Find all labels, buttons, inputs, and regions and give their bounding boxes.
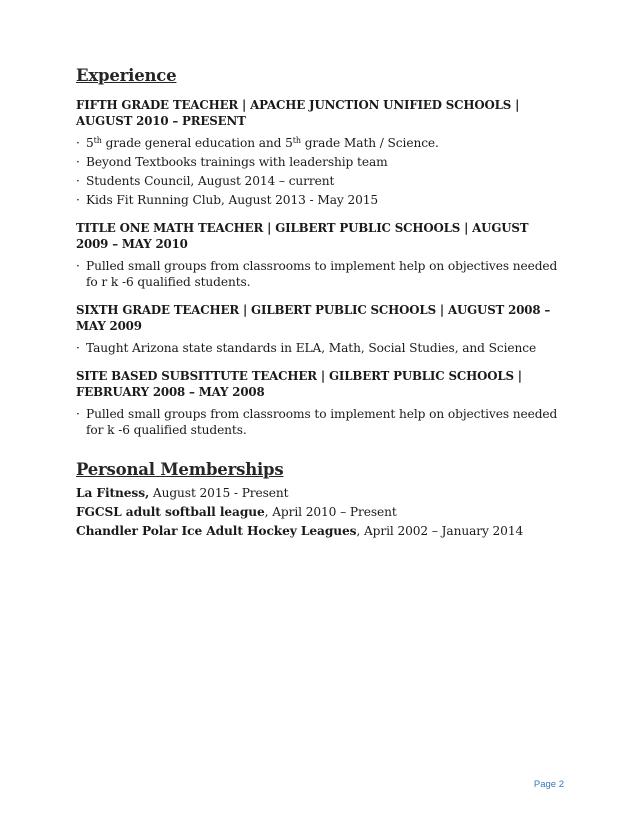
experience-heading: Experience — [76, 66, 177, 85]
bullet-item: · Pulled small groups from classrooms to implement help on objectives needed fo r k -6 qualified students. — [76, 259, 558, 289]
membership-org: FGCSL adult softball league — [76, 505, 265, 519]
job-entry — [76, 97, 564, 208]
bullet-item: · Kids Fit Running Club, August 2013 - May 2015 — [76, 193, 379, 207]
membership-detail: , April 2010 – Present — [264, 505, 397, 519]
job-title: TITLE ONE MATH TEACHER | GILBERT PUBLIC SCHOOLS | AUGUST 2009 – MAY 2010 — [76, 221, 529, 251]
job-title: SITE BASED SUBSITTUTE TEACHER | GILBERT PUBLIC SCHOOLS | FEBRUARY 2008 – MAY 2008 — [76, 369, 522, 399]
bullet-item: · Students Council, August 2014 – current — [76, 174, 335, 188]
bullet-dot-icon: · — [76, 174, 80, 188]
membership-item — [76, 523, 564, 539]
job-entry — [76, 220, 564, 290]
memberships-heading: Personal Memberships — [76, 460, 284, 479]
bullet-dot-icon: · — [76, 193, 80, 207]
membership-org: La Fitness, — [76, 486, 150, 500]
job-bullets — [76, 258, 564, 290]
bullet-dot-icon: · — [76, 259, 80, 273]
job-bullets — [76, 340, 564, 356]
membership-item — [76, 485, 564, 501]
bullet-dot-icon: · — [76, 341, 80, 355]
bullet-dot-icon: · — [76, 407, 80, 421]
job-entry — [76, 368, 564, 438]
job-entry — [76, 302, 564, 356]
job-title: SIXTH GRADE TEACHER | GILBERT PUBLIC SCHOOLS | AUGUST 2008 – MAY 2009 — [76, 303, 551, 333]
job-bullets — [76, 135, 564, 208]
bullet-dot-icon: · — [76, 155, 80, 169]
bullet-item: · Taught Arizona state standards in ELA, Math, Social Studies, and Science — [76, 341, 537, 355]
page-number: Page 2 — [533, 779, 564, 790]
bullet-item: · Pulled small groups from classrooms to implement help on objectives needed for k -6 qualified students. — [76, 407, 558, 437]
membership-detail: August 2015 - Present — [149, 486, 289, 500]
job-title: FIFTH GRADE TEACHER | APACHE JUNCTION UNIFIED SCHOOLS | AUGUST 2010 – PRESENT — [76, 98, 520, 128]
bullet-item: · 5th grade general education and 5th grade Math / Science. — [76, 136, 439, 150]
membership-item — [76, 504, 564, 520]
job-bullets — [76, 406, 564, 438]
membership-detail: , April 2002 – January 2014 — [356, 524, 524, 538]
membership-org: Chandler Polar Ice Adult Hockey Leagues — [76, 524, 357, 538]
bullet-dot-icon: · — [76, 136, 80, 150]
bullet-item: · Beyond Textbooks trainings with leadership team — [76, 155, 388, 169]
